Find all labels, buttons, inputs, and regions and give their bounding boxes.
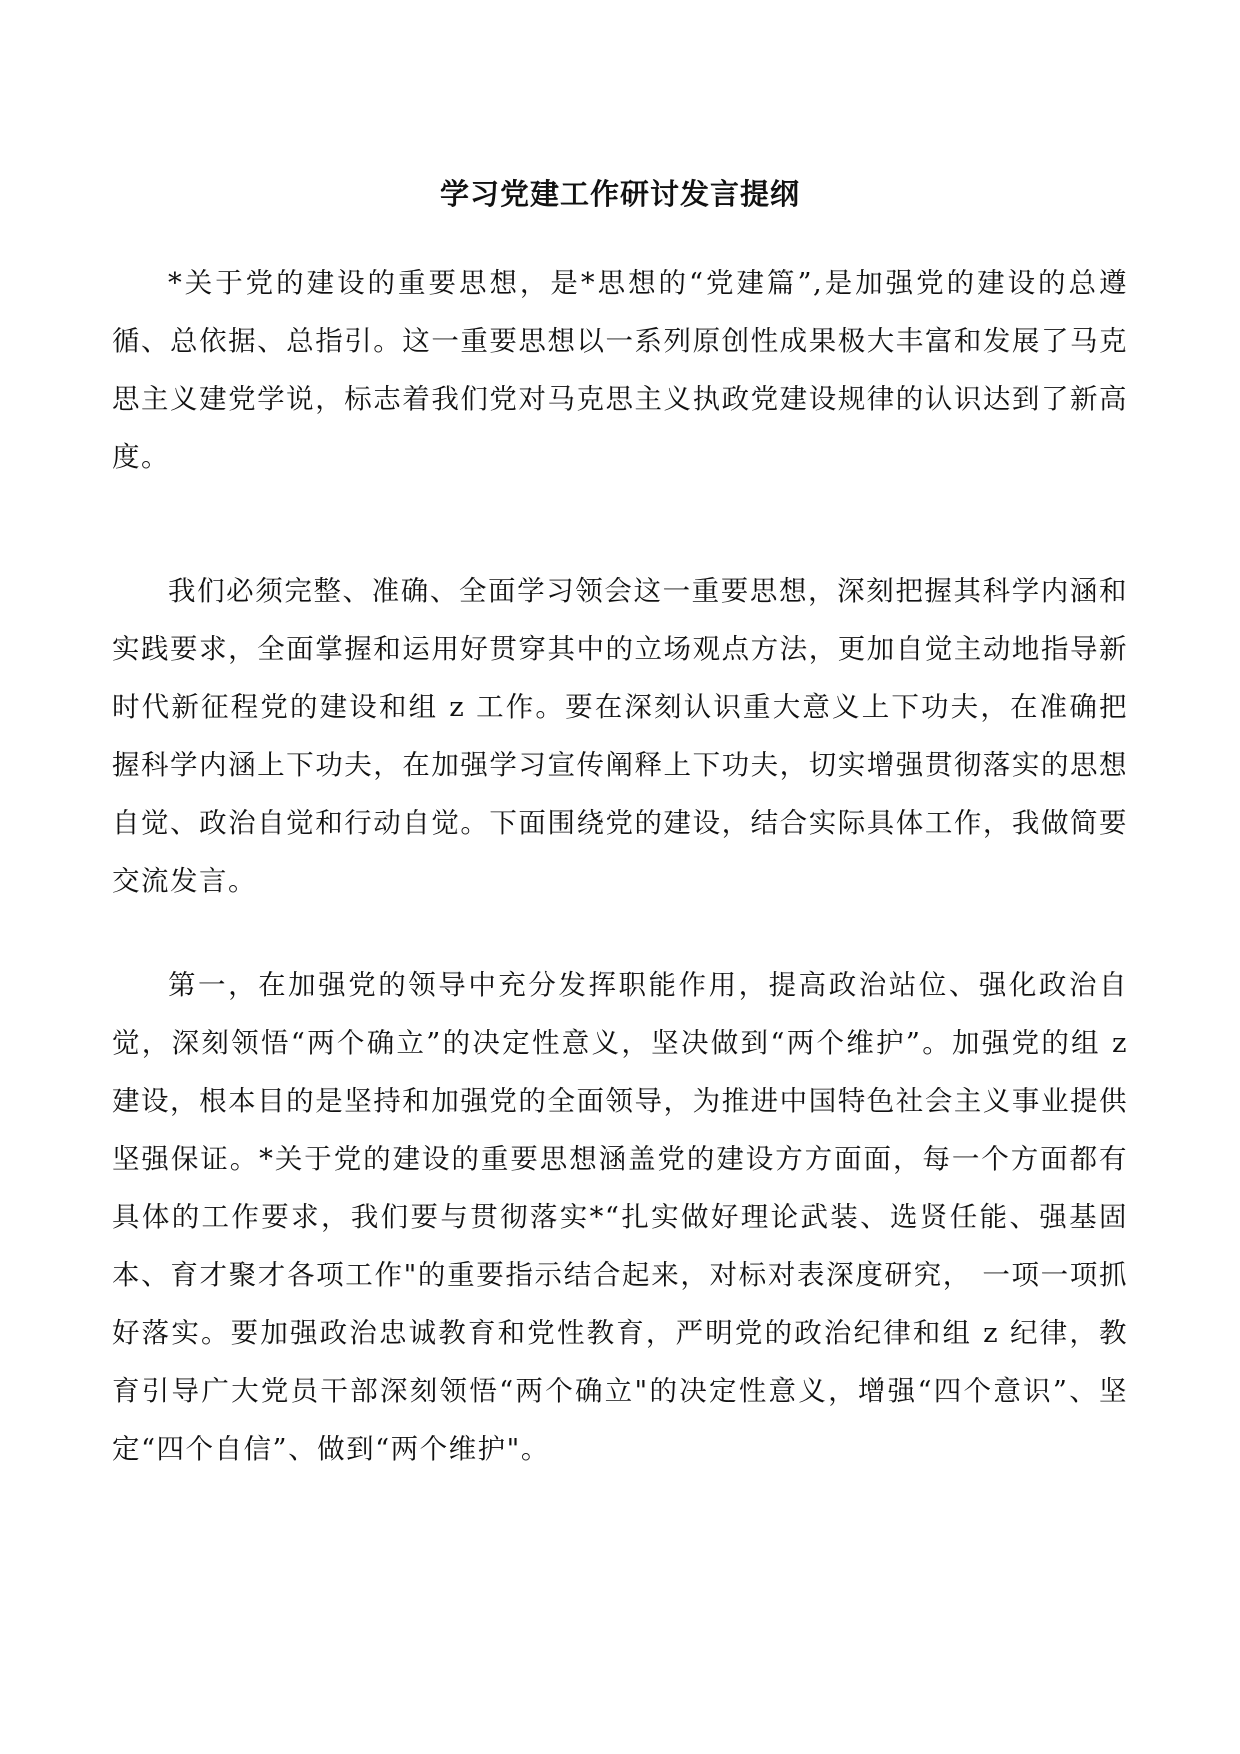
paragraph-1: *关于党的建设的重要思想，是*思想的“党建篇”,是加强党的建设的总遵循、总依据、总指引。这一重要思想以一系列原创性成果极大丰富和发展了马克思主义建党学说，标志着我们党对马克思主义执政党建设规律的认识达到了新高度。: [112, 267, 1128, 473]
document-title: 学习党建工作研讨发言提纲: [439, 177, 800, 211]
paragraph-2: 我们必须完整、准确、全面学习领会这一重要思想，深刻把握其科学内涵和实践要求，全面掌握和运用好贯穿其中的立场观点方法，更加自觉主动地指导新时代新征程党的建设和组 z 工作。要在深刻认识重大意义上下功夫，在准确把握科学内涵上下功夫，在加强学习宣传阐释上下功夫，切实增强贯彻落实的思想自觉、政治自觉和行动自觉。下面围绕党的建设，结合实际具体工作，我做简要交流发言。: [112, 575, 1128, 897]
paragraph-3: 第一，在加强党的领导中充分发挥职能作用，提高政治站位、强化政治自觉，深刻领悟“两个确立”的决定性意义，坚决做到“两个维护”。加强党的组 z 建设，根本目的是坚持和加强党的全面领导，为推进中国特色社会主义事业提供坚强保证。*关于党的建设的重要思想涵盖党的建设方方面面，每一个方面都有具体的工作要求，我们要与贯彻落实*“扎实做好理论武装、选贤任能、强基固本、育才聚才各项工作"的重要指示结合起来，对标对表深度研究， 一项一项抓好落实。要加强政治忠诚教育和党性教育，严明党的政治纪律和组 z 纪律，教育引导广大党员干部深刻领悟“两个确立"的决定性意义，增强“四个意识”、坚定“四个自信”、做到“两个维护"。: [112, 969, 1128, 1465]
